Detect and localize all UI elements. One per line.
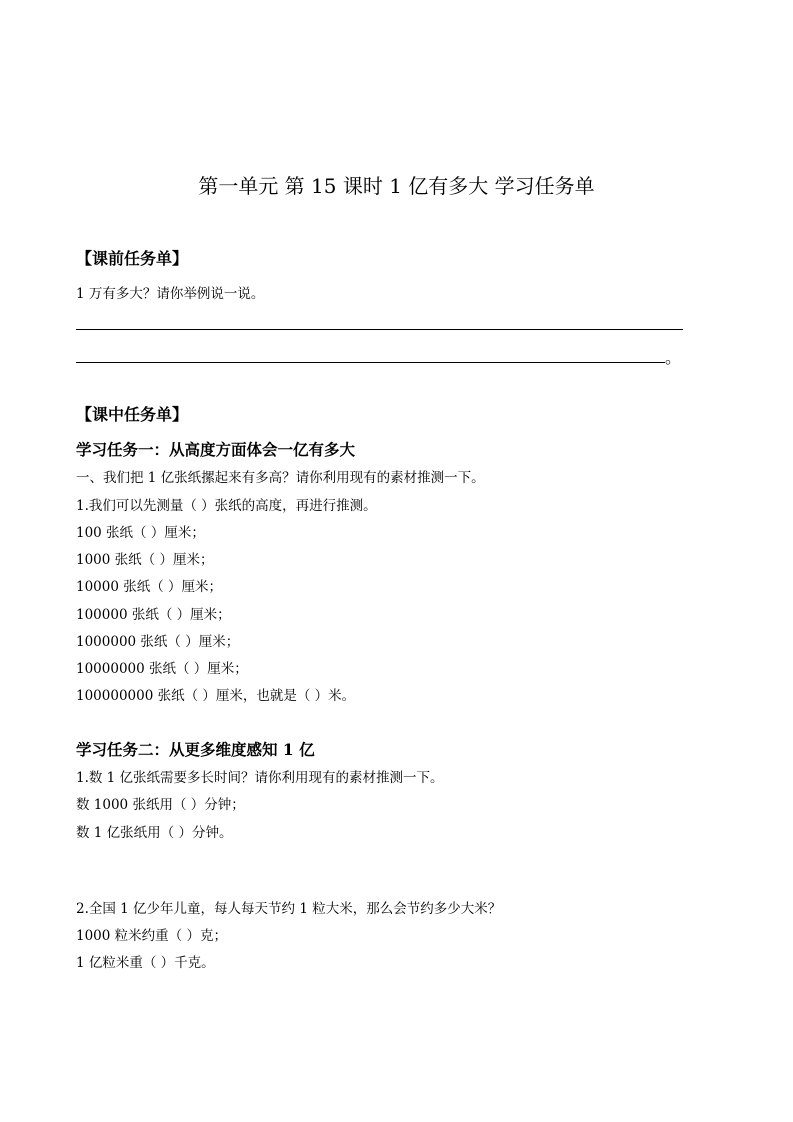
task1-heading: 学习任务一：从高度方面体会一亿有多大 bbox=[76, 440, 356, 459]
task2-q2-line: 1 亿粒米重（ ）千克。 bbox=[76, 955, 215, 971]
in-class-heading: 【课中任务单】 bbox=[76, 405, 189, 424]
task2-heading: 学习任务二：从更多维度感知 1 亿 bbox=[76, 740, 315, 759]
task1-line: 100000 张纸（ ）厘米； bbox=[76, 607, 231, 623]
pre-class-question: 1 万有多大？请你举例说一说。 bbox=[76, 286, 265, 302]
task1-line: 10000 张纸（ ）厘米； bbox=[76, 579, 223, 595]
task2-q1-line: 数 1 亿张纸用（ ）分钟。 bbox=[76, 825, 233, 841]
task1-line: 100 张纸（ ）厘米； bbox=[76, 525, 205, 541]
task2-question-1: 1.数 1 亿张纸需要多长时间？请你利用现有的素材推测一下。 bbox=[76, 770, 444, 786]
task2-q2-line: 1000 粒米约重（ ）克； bbox=[76, 928, 227, 944]
pre-class-heading: 【课前任务单】 bbox=[76, 249, 189, 268]
answer-line-2[interactable] bbox=[76, 362, 665, 363]
task1-line: 1000000 张纸（ ）厘米； bbox=[76, 634, 240, 650]
task2-q1-line: 数 1000 张纸用（ ）分钟； bbox=[76, 797, 245, 813]
task1-line: 100000000 张纸（ ）厘米，也就是（ ）米。 bbox=[76, 688, 356, 704]
task1-question: 一、我们把 1 亿张纸摞起来有多高？请你利用现有的素材推测一下。 bbox=[76, 470, 485, 486]
task1-line: 1000 张纸（ ）厘米； bbox=[76, 552, 214, 568]
answer-line-1[interactable] bbox=[76, 329, 683, 330]
task1-line: 10000000 张纸（ ）厘米； bbox=[76, 661, 248, 677]
task2-question-2: 2.全国 1 亿少年儿童，每人每天节约 1 粒大米，那么会节约多少大米？ bbox=[76, 901, 502, 917]
answer-end-mark: 。 bbox=[665, 348, 682, 367]
task1-line: 1.我们可以先测量（ ）张纸的高度，再进行推测。 bbox=[76, 498, 377, 514]
page-title: 第一单元 第 15 课时 1 亿有多大 学习任务单 bbox=[198, 174, 595, 198]
